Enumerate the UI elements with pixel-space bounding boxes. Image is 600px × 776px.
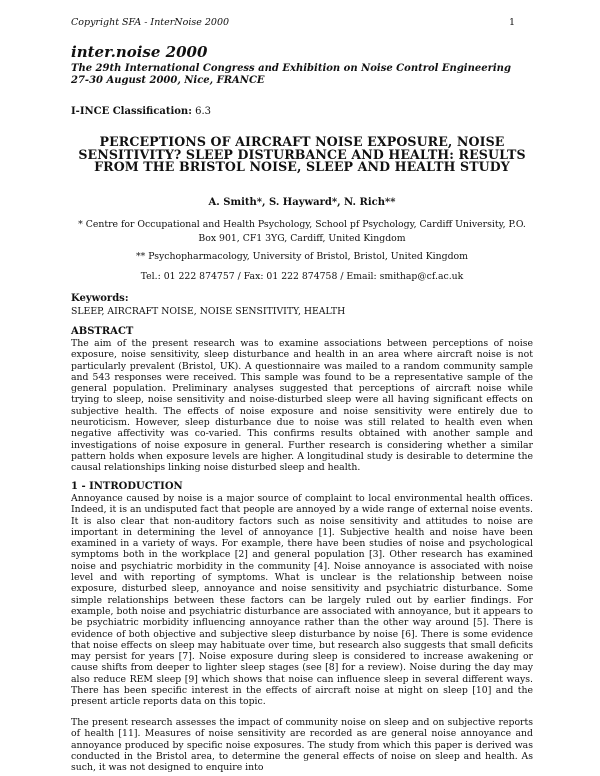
conference-name: inter.noise 2000 <box>71 43 208 61</box>
copyright-notice: Copyright SFA - InterNoise 2000 <box>71 17 230 28</box>
author-list: A. Smith*, S. Hayward*, N. Rich** <box>208 197 396 208</box>
keywords-list: SLEEP, AIRCRAFT NOISE, NOISE SENSITIVITY, HEALTH <box>71 306 346 317</box>
abstract-text: The aim of the present research was to examine associations between perceptions of noise exposure, noise sensitivity, sleep disturbance and health in an area where aircraft noise is not particularly prevalent (Bristol, UK). A questionnaire was mailed to a random community sample and 543 responses were received. This sample was found to be a representative sample of the general population. Preliminary analyses suggested that perceptions of aircraft noise while trying to sleep, noise sensitivity and noise-disturbed sleep were all having significant effects on subjective health. The effects of noise exposure and noise sensitivity were entirely due to neuroticism. However, sleep disturbance due to noise was still related to health even when negative affectivity was co-varied. This confirms results obtained with another sample and investigations of noise exposure in general. Further research is considering whether a similar pattern holds when exposure levels are higher. A longitudinal study is desirable to determine the causal relationships linking noise disturbed sleep and health. <box>71 338 533 474</box>
conference-dates-location: 27-30 August 2000, Nice, FRANCE <box>71 75 265 86</box>
classification <box>71 106 211 117</box>
classification-value: 6.3 <box>195 106 211 117</box>
running-header <box>71 17 515 28</box>
affiliation-primary: * Centre for Occupational and Health Psychology, School pf Psychology, Cardiff University, P.O. Box 901, CF1 3YG, Cardiff, United Kingdom <box>78 219 526 244</box>
introduction-paragraph-1: Annoyance caused by noise is a major source of complaint to local environmental health offices. Indeed, it is an undisputed fact that people are annoyed by a wide range of external noise events. It is also clear that non-auditory factors such as noise sensitivity and attitudes to noise are important in determining the level of annoyance [1]. Subjective health and noise have been examined in a variety of ways. For example, there have been studies of noise and psychological symptoms both in the workplace [2] and general population [3]. Other research has examined noise and psychiatric morbidity in the community [4]. Noise annoyance is associated with noise level and with reporting of symptoms. What is unclear is the relationship between noise exposure, disturbed sleep, annoyance and noise sensitivity and psychiatric disturbance. Some simple relationships between these factors can be largely ruled out by earlier findings. For example, both noise and psychiatric disturbance are associated with annoyance, but it appears to be psychiatric morbidity influencing annoyance rather than the other way around [5]. There is evidence of both objective and subjective sleep disturbance by noise [6]. There is some evidence that noise effects on sleep may habituate over time, but research also suggests that small deficits may persist for years [7]. Noise exposure during sleep is considered to increase awakening or cause shifts from deeper to lighter sleep stages (see [8] for a review). Noise during the day may also reduce REM sleep [9] which shows that noise can influence sleep in several different ways. There has been specific interest in the effects of aircraft noise at night on sleep [10] and the present article reports data on this topic. <box>71 493 533 708</box>
conference-description: The 29th International Congress and Exhibition on Noise Control Engineering <box>71 63 511 74</box>
contact-details: Tel.: 01 222 874757 / Fax: 01 222 874758 / Email: smithap@cf.ac.uk <box>140 271 464 282</box>
introduction-paragraph-2: The present research assesses the impact of community noise on sleep and on subjective reports of health [11]. Measures of noise sensitivity are recorded as are general noise annoyance and annoyance produced by specific noise exposures. The study from which this paper is derived was conducted in the Bristol area, to determine the general effects of noise on sleep and health. As such, it was not designed to enquire into <box>71 717 533 774</box>
page-number: 1 <box>508 17 515 28</box>
keywords-heading: Keywords: <box>71 293 129 304</box>
paper-title: PERCEPTIONS OF AIRCRAFT NOISE EXPOSURE, NOISE SENSITIVITY? SLEEP DISTURBANCE AND HEALTH: RESULTS FROM THE BRISTOL NOISE, SLEEP AND HEALTH STUDY <box>78 134 526 175</box>
abstract-heading: ABSTRACT <box>71 326 134 337</box>
introduction-heading: 1 - INTRODUCTION <box>71 481 183 492</box>
classification-label: I-INCE Classification: <box>71 106 192 117</box>
affiliation-secondary: ** Psychopharmacology, University of Bristol, Bristol, United Kingdom <box>136 251 468 262</box>
